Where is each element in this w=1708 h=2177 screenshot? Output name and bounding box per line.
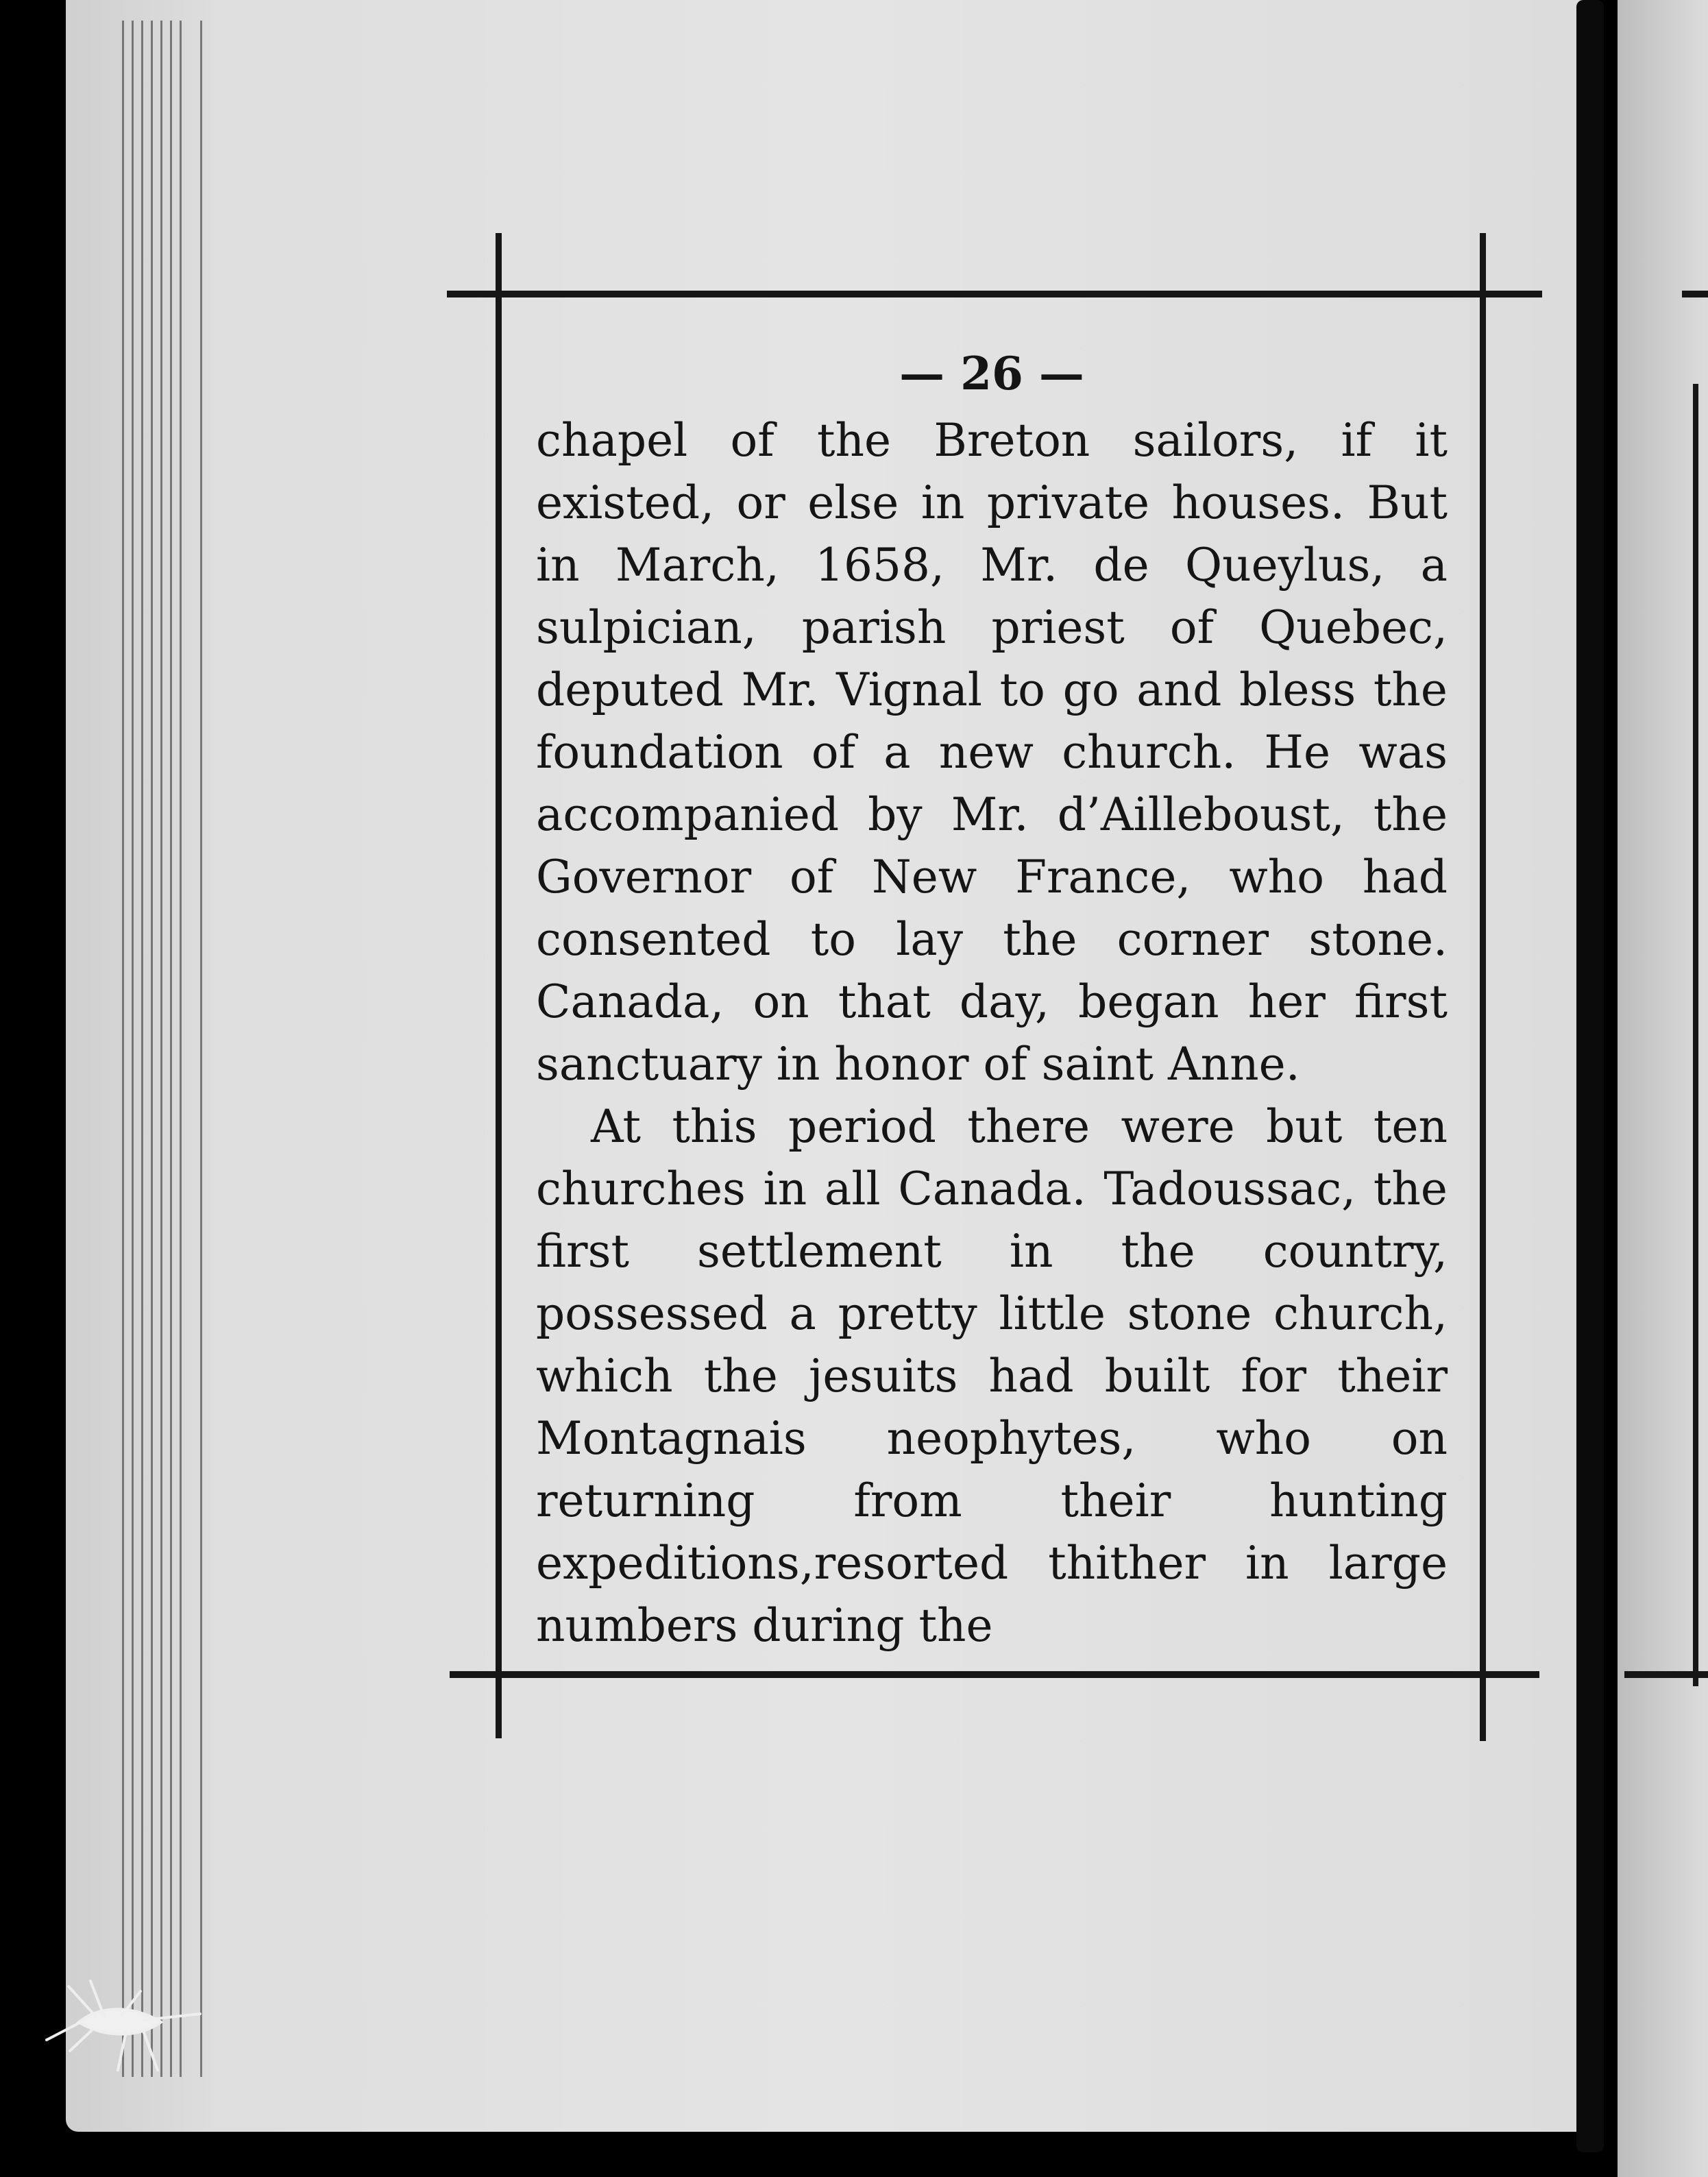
page-edge-line bbox=[180, 21, 182, 2077]
insect-specimen-icon bbox=[41, 1974, 219, 2077]
facing-page-rule bbox=[1682, 291, 1708, 297]
page-number: — 26 — bbox=[899, 347, 1084, 400]
frame-left-rule bbox=[496, 233, 502, 1738]
page-edge-line bbox=[151, 21, 153, 2077]
book-gutter-shadow bbox=[1576, 0, 1604, 2152]
paragraph: At this period there were but ten churches in all Canada. Tadoussac, the first settlement in the country, possessed a pretty little stone church, which the jesuits had built for their Montagnais neophytes, who on returning from their hunting expeditions,resorted thither in large numbers during the bbox=[536, 1100, 1448, 1652]
page-text-block bbox=[536, 339, 1448, 1657]
page-edge-line bbox=[160, 21, 162, 2077]
facing-page-rule bbox=[1693, 384, 1698, 1686]
frame-bottom-rule bbox=[450, 1671, 1539, 1678]
page-edge-line bbox=[170, 21, 172, 2077]
paragraph: chapel of the Breton sailors, if it existed, or else in private houses. But in March, 1658, Mr. de Queylus, a sulpician, parish priest of Quebec, deputed Mr. Vignal to go and bless the foundation of a new church. He was accompanied by Mr. d’Ailleboust, the Governor of New France, who had consented to lay the corner stone. Canada, on that day, began her first sanctuary in honor of saint Anne. bbox=[536, 414, 1448, 1091]
frame-right-rule bbox=[1480, 233, 1486, 1741]
page-edge-line bbox=[200, 21, 202, 2077]
page-edge-line bbox=[141, 21, 143, 2077]
page-edge-line bbox=[132, 21, 134, 2077]
frame-top-rule bbox=[447, 291, 1542, 297]
page-edge-line bbox=[122, 21, 124, 2077]
